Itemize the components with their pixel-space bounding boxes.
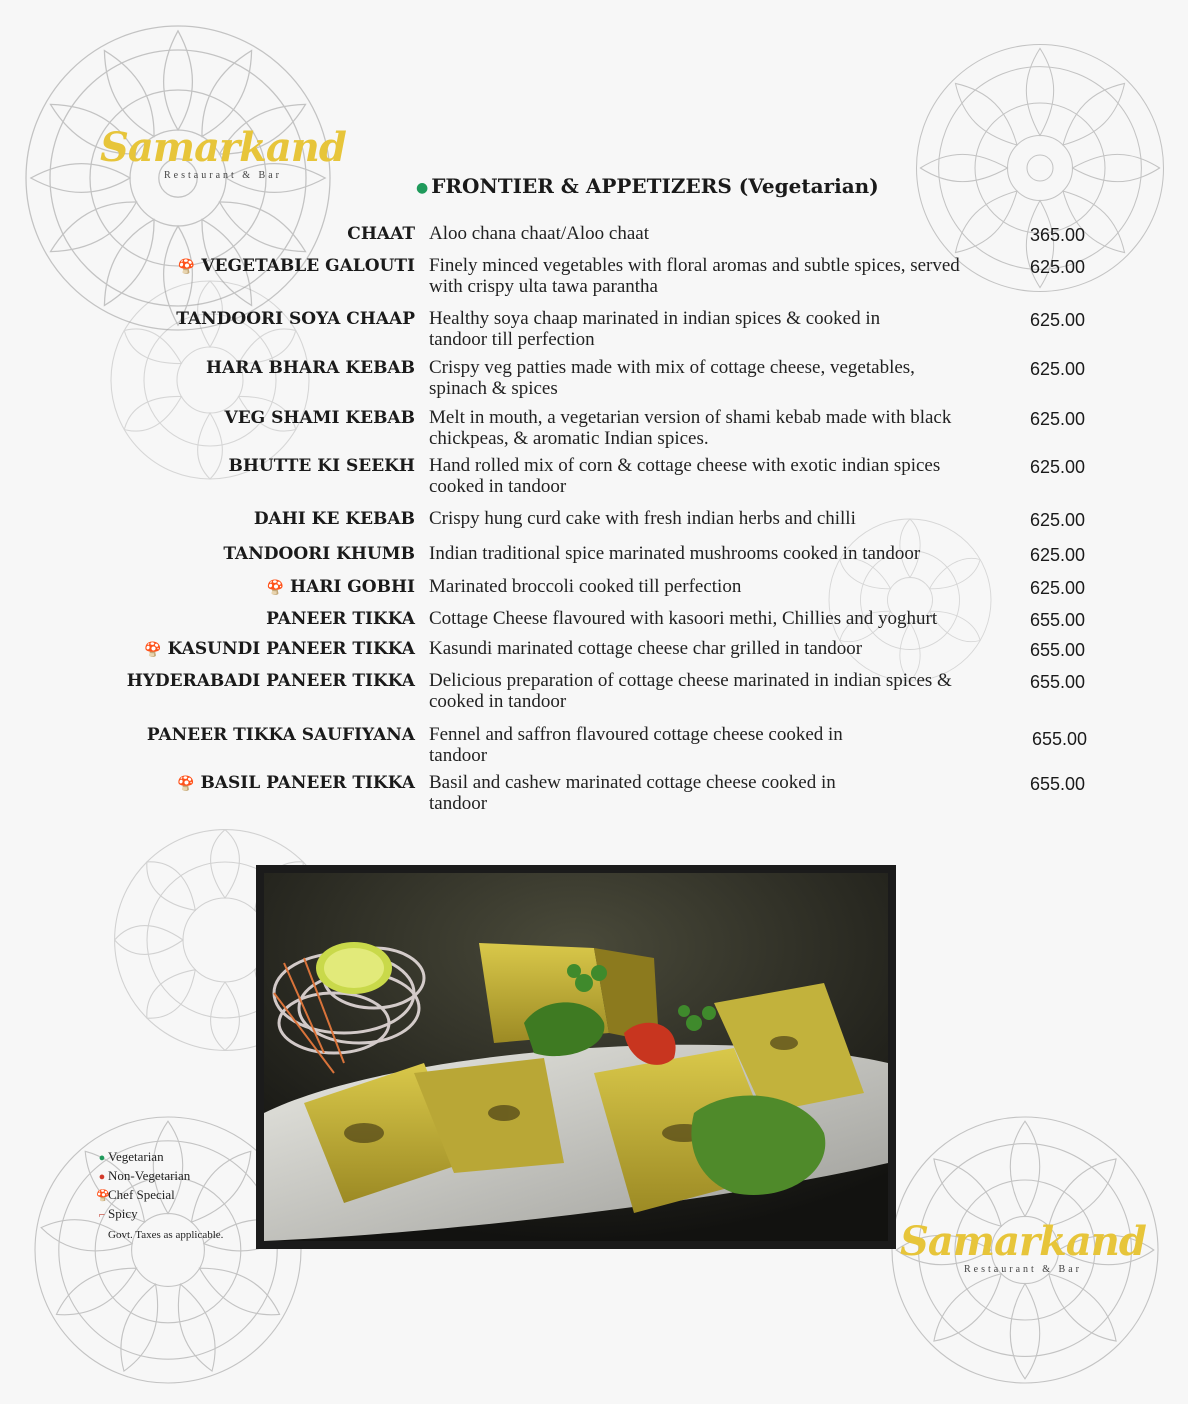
item-name: 🍄 VEGETABLE GALOUTI [177,256,415,276]
item-price: 655.00 [1030,774,1086,794]
item-price: 625.00 [1030,510,1086,530]
item-price: 655.00 [1032,729,1088,749]
veg-dot-icon: ● [416,179,429,196]
brand-tagline: Restaurant & Bar [164,170,282,181]
item-price: 625.00 [1030,578,1086,598]
item-description: Crispy hung curd cake with fresh indian herbs and chilli [429,508,856,529]
item-description: Basil and cashew marinated cottage cheese cooked in tandoor [429,772,836,814]
item-name: TANDOORI SOYA CHAAP [176,309,415,329]
item-description: Kasundi marinated cottage cheese char grilled in tandoor [429,638,863,659]
legend [96,1147,223,1241]
section-title [416,174,879,198]
item-price: 625.00 [1030,545,1086,565]
item-description: Healthy soya chaap marinated in indian spices & cooked in tandoor till perfection [429,308,881,350]
item-name: TANDOORI KHUMB [223,544,415,564]
brand-logo-bottom [900,1218,1146,1275]
item-price: 655.00 [1030,610,1086,630]
item-description: Cottage Cheese flavoured with kasoori methi, Chillies and yoghurt [429,608,938,629]
item-price: 625.00 [1030,457,1086,477]
legend-vegetarian: ● Vegetarian [96,1147,223,1166]
brand-tagline: Restaurant & Bar [964,1264,1082,1275]
brand-name: Samarkand [900,1218,1146,1265]
item-name: 🍄 KASUNDI PANEER TIKKA [144,639,415,659]
item-price: 625.00 [1030,257,1086,277]
food-photo [256,865,896,1249]
item-name: BHUTTE KI SEEKH [228,456,415,476]
item-price: 625.00 [1030,359,1086,379]
chef-hat-icon: 🍄 [177,776,195,792]
item-price: 625.00 [1030,310,1086,330]
item-name: PANEER TIKKA SAUFIYANA [146,725,415,745]
chef-hat-icon: 🍄 [144,642,162,658]
item-description: Indian traditional spice marinated mushrooms cooked in tandoor [429,543,921,564]
tax-note: Govt. Taxes as applicable. [108,1229,224,1241]
item-description: Delicious preparation of cottage cheese marinated in indian spices & cooked in tandoor [429,670,952,712]
chilli-icon: ⌐ [98,1209,106,1221]
legend-chef-special: 🍄Chef Special [96,1185,223,1204]
red-dot-icon: ● [98,1171,106,1183]
item-name: HYDERABADI PANEER TIKKA [126,671,415,691]
brand-logo-top [100,124,346,181]
item-price: 655.00 [1030,640,1086,660]
item-name: VEG SHAMI KEBAB [224,408,415,428]
item-description: Hand rolled mix of corn & cottage cheese with exotic indian spices cooked in tandoor [429,455,941,497]
legend-spicy: ⌐ Spicy [96,1204,223,1223]
item-price: 655.00 [1030,672,1086,692]
chef-hat-icon: 🍄 [96,1190,110,1202]
chef-hat-icon: 🍄 [266,580,285,596]
item-price: 625.00 [1030,409,1086,429]
item-description: Finely minced vegetables with floral aromas and subtle spices, served with crispy ulta tawa parantha [429,255,960,297]
item-name: 🍄 BASIL PANEER TIKKA [177,773,415,793]
item-name: CHAAT [347,224,415,244]
item-description: Aloo chana chaat/Aloo chaat [429,223,649,244]
mandala-mid-center [820,510,1000,690]
item-name: PANEER TIKKA [266,609,415,629]
item-description: Marinated broccoli cooked till perfection [429,576,742,597]
item-description: Fennel and saffron flavoured cottage cheese cooked in tandoor [429,724,843,766]
green-dot-icon: ● [98,1152,106,1164]
item-name: DAHI KE KEBAB [253,509,415,529]
legend-non-vegetarian: ● Non-Vegetarian [96,1166,223,1185]
item-description: Crispy veg patties made with mix of cottage cheese, vegetables, spinach & spices [429,357,915,399]
item-description: Melt in mouth, a vegetarian version of shami kebab made with black chickpeas, & aromatic Indian spices. [429,407,952,449]
item-name: HARA BHARA KEBAB [205,358,415,378]
item-price: 365.00 [1030,225,1086,245]
chef-hat-icon: 🍄 [177,259,196,275]
item-name: 🍄 HARI GOBHI [266,577,415,597]
brand-name: Samarkand [100,124,346,171]
section-title-text: FRONTIER & APPETIZERS (Vegetarian) [431,174,879,198]
